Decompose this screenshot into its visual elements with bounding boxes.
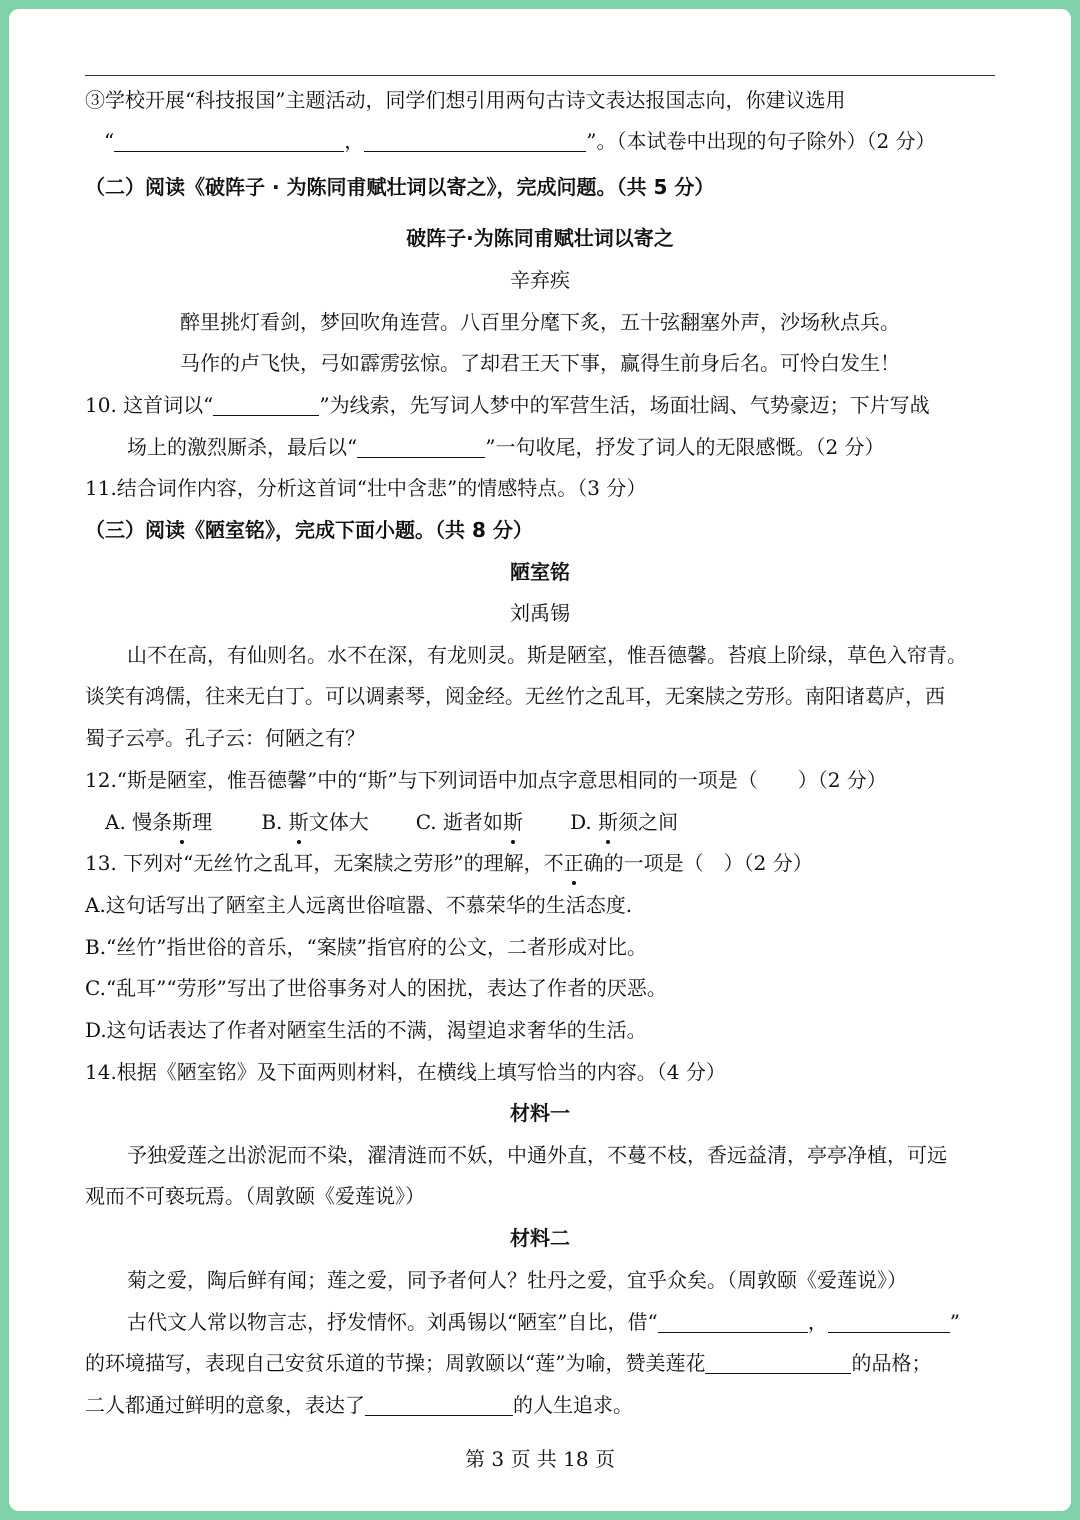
emphasis-text: 不正确 xyxy=(544,847,604,879)
q10-line-2: 场上的激烈厮杀，最后以“ ”一句收尾，抒发了词人的无限感慨。（2 分） xyxy=(127,435,885,459)
q12: 12.“斯是陋室，惟吾德馨”中的“斯”与下列词语中加点字意思相同的一项是（ ）（2 分） xyxy=(85,768,887,792)
q13-option-b[interactable]: B.“丝竹”指世俗的音乐，“案牍”指官府的公文，二者形成对比。 xyxy=(85,935,647,959)
material-2-line-1: 菊之爱，陶后鲜有闻；莲之爱，同予者何人？牡丹之爱，宜乎众矣。（周敦颐《爱莲说》） xyxy=(127,1268,907,1292)
answer-blank[interactable] xyxy=(658,1310,808,1333)
answer-blank[interactable] xyxy=(357,435,485,458)
answer-blank[interactable] xyxy=(364,129,586,152)
essay-title: 陋室铭 xyxy=(510,560,570,584)
q14-fill-line-3: 二人都通过鲜明的意象，表达了 的人生追求。 xyxy=(85,1393,633,1417)
material-1-line-1: 予独爱莲之出淤泥而不染，濯清涟而不妖，中通外直，不蔓不枝，香远益清，亭亭净植，可远 xyxy=(127,1143,947,1167)
answer-blank[interactable] xyxy=(365,1393,513,1416)
essay-author: 刘禹锡 xyxy=(510,601,570,625)
section-3-heading: （三）阅读《陋室铭》，完成下面小题。（共 8 分） xyxy=(85,518,533,542)
q13: 13. 下列对“无丝竹之乱耳，无案牍之劳形”的理解，不正确的一项是（ ）（2 分） xyxy=(85,847,1005,879)
poem-author: 辛弃疾 xyxy=(510,268,570,292)
poem-title: 破阵子·为陈同甫赋壮词以寄之 xyxy=(406,226,674,250)
header-rule xyxy=(85,75,995,76)
q10-line-1: 10. 这首词以“ ”为线索，先写词人梦中的军营生活，场面壮阔、气势豪迈；下片写战 xyxy=(85,393,930,417)
answer-blank[interactable] xyxy=(114,129,344,152)
q12-options xyxy=(105,806,1025,838)
q12-option-b[interactable]: B. 斯文体大 xyxy=(261,806,409,838)
poem-line-2: 马作的卢飞快，弓如霹雳弦惊。了却君王天下事，赢得生前身后名。可怜白发生！ xyxy=(180,351,900,375)
answer-blank[interactable] xyxy=(828,1310,950,1333)
q13-option-a[interactable]: A.这句话写出了陋室主人远离世俗喧嚣、不慕荣华的生活态度. xyxy=(85,893,633,917)
answer-blank[interactable] xyxy=(213,393,319,416)
q13-option-c[interactable]: C.“乱耳”“劳形”写出了世俗事务对人的困扰，表达了作者的厌恶。 xyxy=(85,976,667,1000)
q12-option-c[interactable]: C. 逝者如斯 xyxy=(416,806,564,838)
q14: 14.根据《陋室铭》及下面两则材料，在横线上填写恰当的内容。（4 分） xyxy=(85,1060,726,1084)
essay-para-3: 蜀子云亭。孔子云：何陋之有？ xyxy=(85,726,365,750)
q14-fill-line-1: 古代文人常以物言志，抒发情怀。刘禹锡以“陋室”自比，借“ ， ” xyxy=(127,1310,960,1334)
section-2-heading: （二）阅读《破阵子 · 为陈同甫赋壮词以寄之》，完成问题。（共 5 分） xyxy=(85,175,715,199)
q11: 11.结合词作内容，分析这首词“壮中含悲”的情感特点。（3 分） xyxy=(85,476,647,500)
answer-blank[interactable] xyxy=(705,1351,851,1374)
q13-option-d[interactable]: D.这句话表达了作者对陋室生活的不满，渴望追求奢华的生活。 xyxy=(85,1018,647,1042)
material-2-title: 材料二 xyxy=(510,1226,570,1250)
poem-line-1: 醉里挑灯看剑，梦回吹角连营。八百里分麾下炙，五十弦翻塞外声，沙场秋点兵。 xyxy=(180,310,900,334)
material-1-line-2: 观而不可亵玩焉。（周敦颐《爱莲说》） xyxy=(85,1184,425,1208)
exam-page xyxy=(9,9,1071,1511)
q14-fill-line-2: 的环境描写，表现自己安贫乐道的节操；周敦颐以“莲”为喻，赞美莲花 的品格； xyxy=(85,1351,932,1375)
q3-blanks-line: “ ， ”。（本试卷中出现的句子除外）（2 分） xyxy=(104,129,936,153)
essay-para-2: 谈笑有鸿儒，往来无白丁。可以调素琴，阅金经。无丝竹之乱耳，无案牍之劳形。南阳诸葛庐，西 xyxy=(85,684,945,708)
material-1-title: 材料一 xyxy=(510,1101,570,1125)
page-footer: 第 3 页 共 18 页 xyxy=(465,1447,615,1471)
essay-para-1: 山不在高，有仙则名。水不在深，有龙则灵。斯是陋室，惟吾德馨。苔痕上阶绿，草色入帘青。 xyxy=(127,643,967,667)
q3-prompt: ③学校开展“科技报国”主题活动，同学们想引用两句古诗文表达报国志向，你建议选用 xyxy=(85,88,846,112)
q12-option-d[interactable]: D. 斯须之间 xyxy=(570,806,678,838)
q12-option-a[interactable]: A. 慢条斯理 xyxy=(105,806,255,838)
